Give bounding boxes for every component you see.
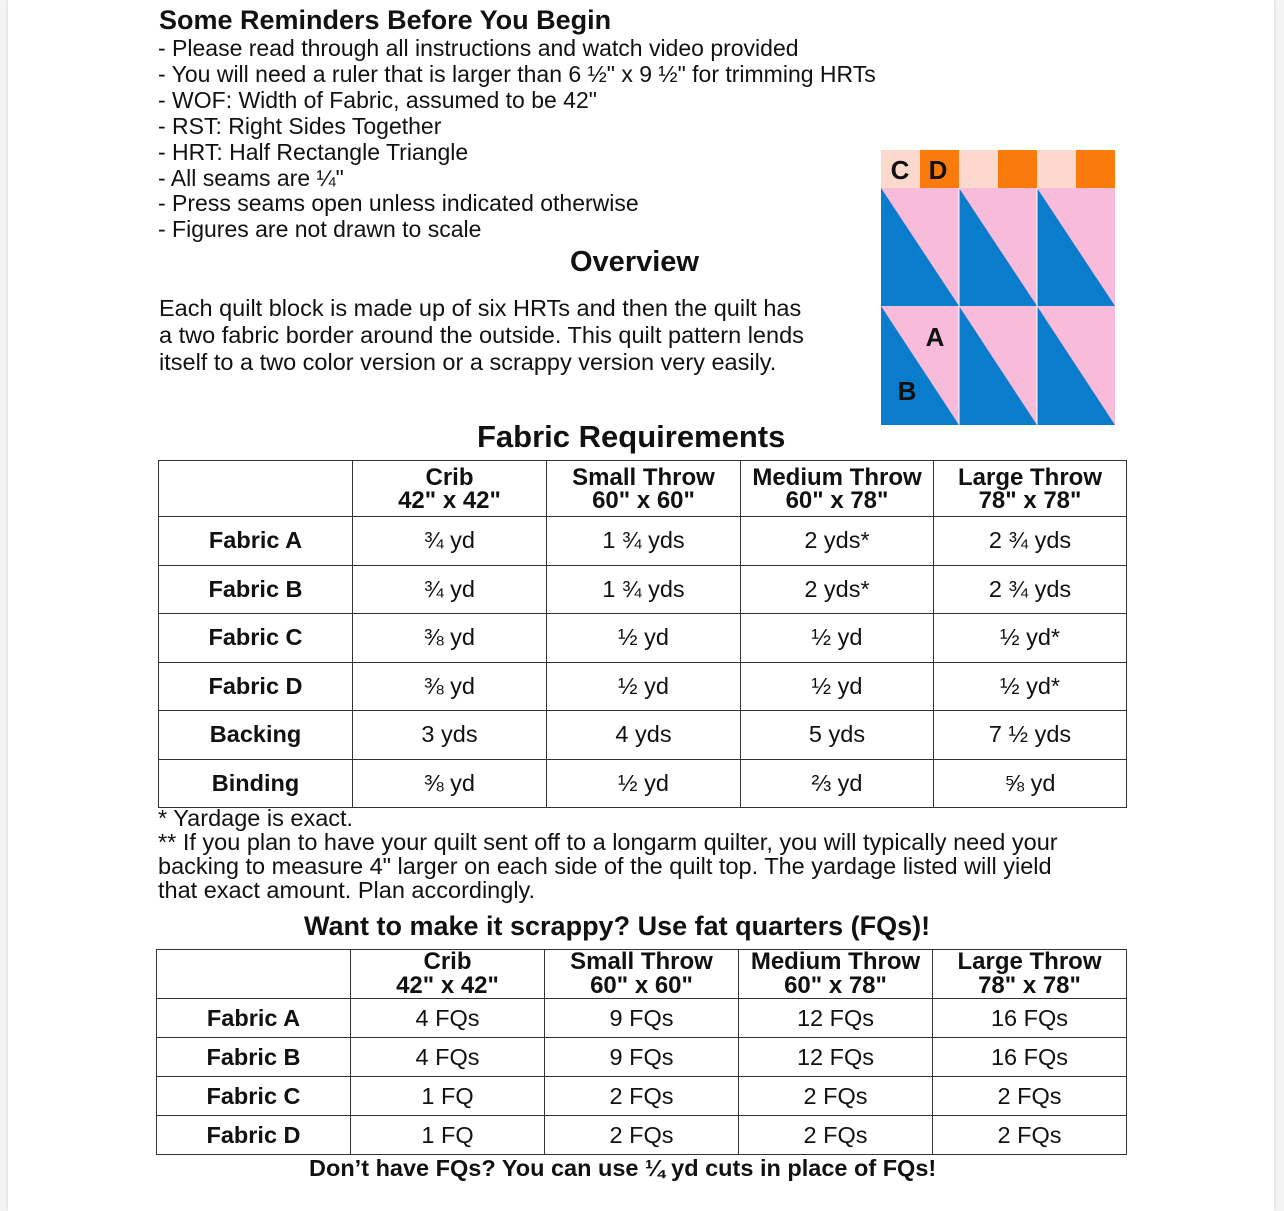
label-c: C [890,155,910,185]
cell: 4 yds [547,711,741,760]
cell: 2 FQs [545,1077,739,1116]
table-header-row [159,461,1127,517]
cell: ¾ yd [353,517,547,566]
reminder-item: - Figures are not drawn to scale [158,216,482,243]
overview-line: itself to a two color version or a scrappy version very easily. [159,349,777,375]
cell: 2 FQs [739,1116,933,1155]
header-crib: Crib 42" x 42" [353,461,547,517]
cell: 2 FQs [933,1077,1127,1116]
header-large-throw: Large Throw 78" x 78" [933,950,1127,999]
row-label: Fabric C [157,1077,351,1116]
table-row [159,759,1127,808]
cell: 2 ¾ yds [934,565,1127,614]
cell: ¾ yd [353,565,547,614]
cell: ½ yd [741,662,934,711]
reminder-item: - You will need a ruler that is larger than 6 ½" x 9 ½" for trimming HRTs [158,60,876,87]
fat-quarters-table [156,949,1127,1155]
note-line: * Yardage is exact. [158,805,354,831]
quilt-block-diagram [881,150,1115,425]
cell: ½ yd* [934,662,1127,711]
table-header-row [157,950,1127,999]
label-d: D [928,155,948,185]
header-crib: Crib 42" x 42" [351,950,545,999]
border-strip-d [998,150,1037,188]
cell: 16 FQs [933,1038,1127,1077]
reminders-heading: Some Reminders Before You Begin [159,5,612,35]
cell: ½ yd [547,759,741,808]
cell: 1 ¾ yds [547,517,741,566]
header-medium-throw: Medium Throw 60" x 78" [739,950,933,999]
border-strip-c [959,150,998,188]
reminders-list [158,36,876,243]
overview-line: Each quilt block is made up of six HRTs and then the quilt has [159,295,802,321]
fq-substitute-note: Don’t have FQs? You can use ¼ yd cuts in place of FQs! [309,1155,937,1181]
note-line: backing to measure 4" larger on each side of the quilt top. The yardage listed will yield [158,853,1052,879]
cell: 3 yds [353,711,547,760]
cell: 4 FQs [351,1038,545,1077]
fabric-requirements-heading: Fabric Requirements [477,419,786,454]
table-row [159,662,1127,711]
table-row [159,517,1127,566]
cell: 12 FQs [739,999,933,1038]
row-label: Fabric A [157,999,351,1038]
header-small-throw: Small Throw 60" x 60" [547,461,741,517]
table-row [157,1038,1127,1077]
label-a: A [925,322,945,352]
cell: ½ yd [547,614,741,663]
row-label: Binding [159,759,353,808]
fabric-requirements-table [158,460,1127,808]
fat-quarters-heading: Want to make it scrappy? Use fat quarters (FQs)! [304,911,931,941]
cell: 5 yds [741,711,934,760]
cell: ⅔ yd [741,759,934,808]
cell: 2 ¾ yds [934,517,1127,566]
cell: ⅜ yd [353,759,547,808]
reminder-item: - RST: Right Sides Together [158,112,442,139]
cell: 4 FQs [351,999,545,1038]
cell: 2 FQs [739,1077,933,1116]
cell: 16 FQs [933,999,1127,1038]
overview-heading: Overview [570,246,699,278]
cell: 9 FQs [545,1038,739,1077]
cell: 2 FQs [545,1116,739,1155]
row-label: Fabric C [159,614,353,663]
border-strip-c [1037,150,1076,188]
header-empty [159,461,353,517]
cell: ½ yd [741,614,934,663]
cell: 9 FQs [545,999,739,1038]
row-label: Fabric D [157,1116,351,1155]
reminder-item: - Please read through all instructions and watch video provided [158,35,799,61]
row-label: Backing [159,711,353,760]
reminder-item: - HRT: Half Rectangle Triangle [158,138,469,165]
table-row [157,1116,1127,1155]
table-row [159,711,1127,760]
row-label: Fabric B [159,565,353,614]
cell: 12 FQs [739,1038,933,1077]
cell: 2 yds* [741,517,934,566]
reminder-item: - All seams are ¼" [158,164,344,191]
reminder-item: - Press seams open unless indicated otherwise [158,190,639,217]
table-row [159,565,1127,614]
overview-paragraph [159,295,859,376]
cell: 1 FQ [351,1077,545,1116]
table-row [159,614,1127,663]
note-line: that exact amount. Plan accordingly. [158,877,536,903]
label-b: B [897,376,917,406]
cell: ⅜ yd [353,614,547,663]
cell: 1 ¾ yds [547,565,741,614]
header-empty [157,950,351,999]
note-line: ** If you plan to have your quilt sent off to a longarm quilter, you will typically need your [158,829,1058,855]
cell: 1 FQ [351,1116,545,1155]
cell: ½ yd* [934,614,1127,663]
border-strip-d [1076,150,1115,188]
cell: ⅝ yd [934,759,1127,808]
overview-line: a two fabric border around the outside. This quilt pattern lends [159,322,804,348]
reminder-item: - WOF: Width of Fabric, assumed to be 42" [158,86,597,113]
header-large-throw: Large Throw 78" x 78" [934,461,1127,517]
row-label: Fabric B [157,1038,351,1077]
cell: 2 FQs [933,1116,1127,1155]
cell: 7 ½ yds [934,711,1127,760]
header-medium-throw: Medium Throw 60" x 78" [741,461,934,517]
cell: 2 yds* [741,565,934,614]
header-small-throw: Small Throw 60" x 60" [545,950,739,999]
row-label: Fabric A [159,517,353,566]
yardage-notes [158,806,1138,902]
table-row [157,1077,1127,1116]
row-label: Fabric D [159,662,353,711]
cell: ⅜ yd [353,662,547,711]
cell: ½ yd [547,662,741,711]
table-row [157,999,1127,1038]
